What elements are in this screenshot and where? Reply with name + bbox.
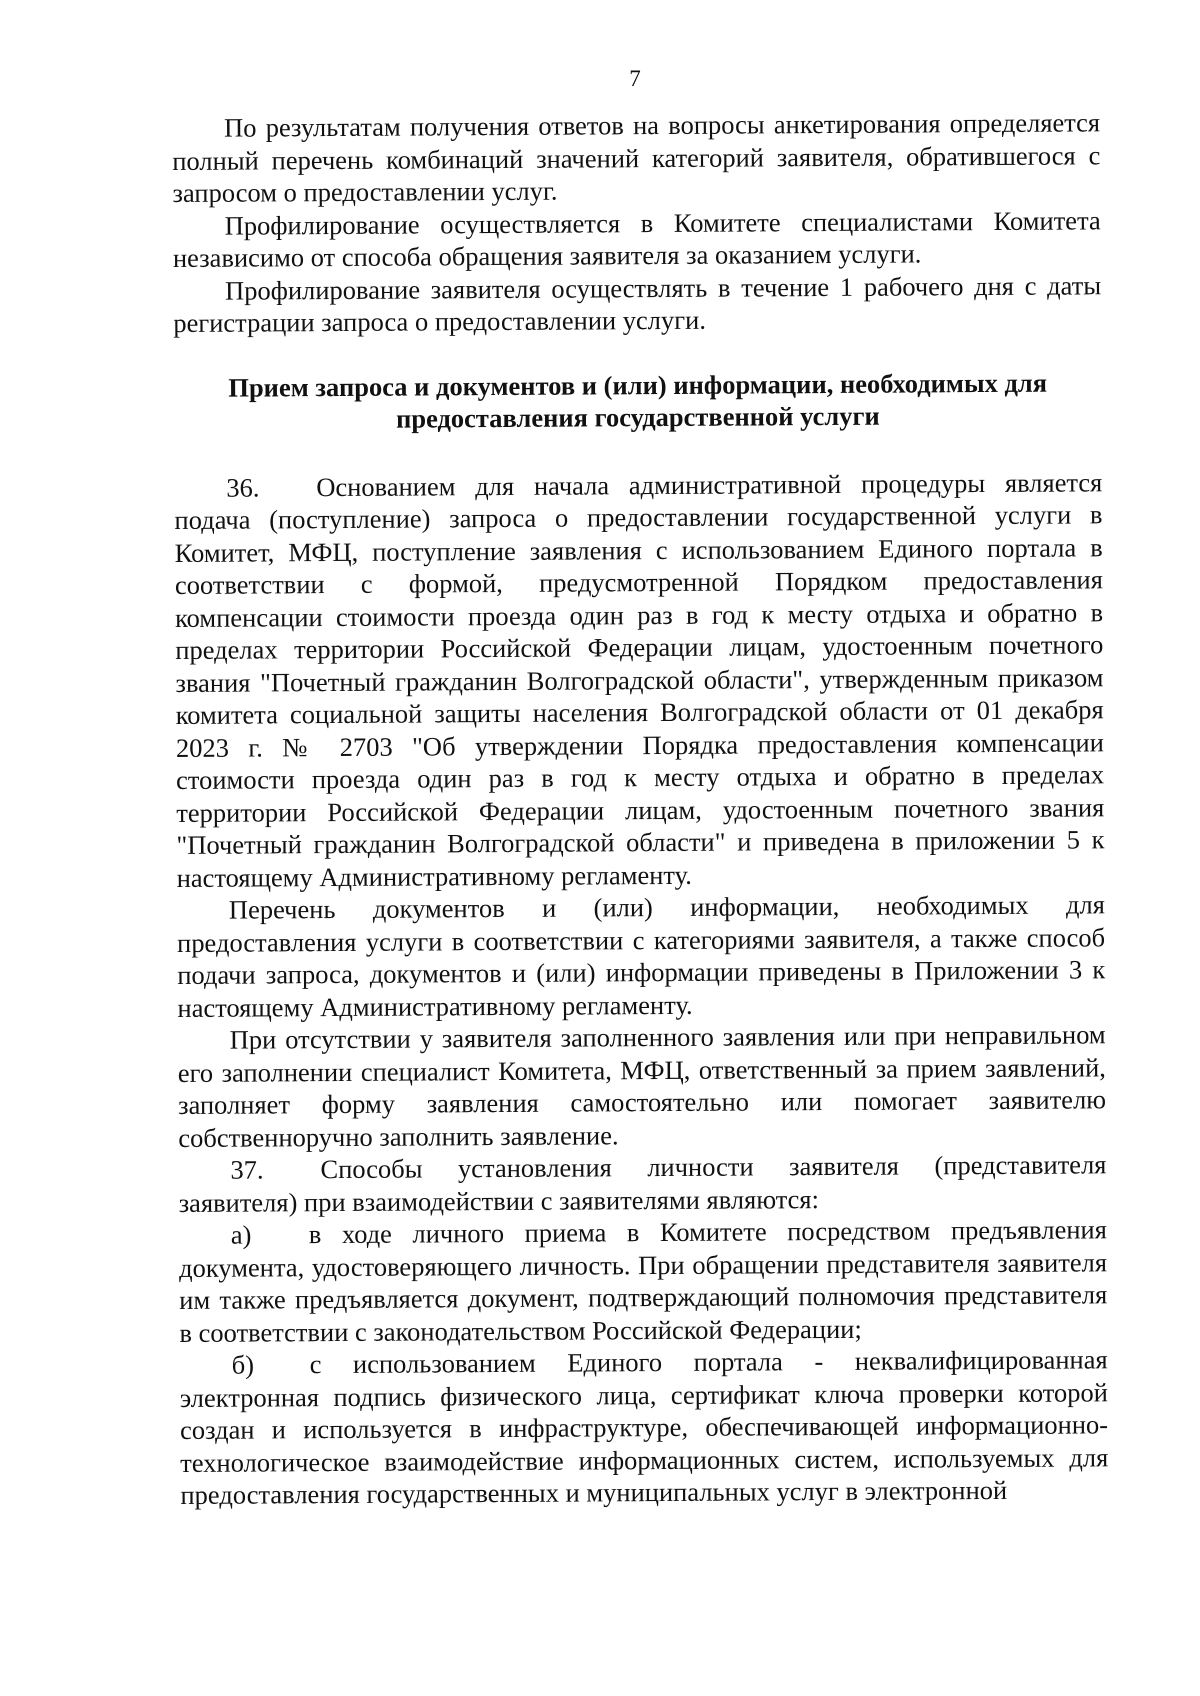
paragraph-questionnaire-results: По результатам получения ответов на вопросы анкетирования определяется полный перечень комбинаций значений категорий заявителя, обратившегося с запросом о предоставлении услуг. — [172, 107, 1101, 208]
clause-37-text: Способы установления личности заявителя (представителя заявителя) при взаимодействии с заявителями являются: — [178, 1149, 1107, 1218]
clause-37 — [178, 1148, 1106, 1219]
clause-37-number: 37. — [230, 1154, 264, 1185]
paragraph-missing-application: При отсутствии у заявителя заполненного заявления или при неправильном его заполнении специалист Комитета, МФЦ, ответственный за прием заявлений, заполняет форму заявления самостоятельно или помогает заявителю собственноручно заполнить заявление. — [177, 1019, 1107, 1153]
subclause-b — [180, 1343, 1109, 1511]
subclause-a-label: а) — [230, 1219, 252, 1250]
paragraph-profiling-location: Профилирование осуществляется в Комитете специалистами Комитета независимо от способа обращения заявителя за оказанием услуги. — [172, 204, 1101, 273]
section-heading-line1: Прием запроса и документов и (или) информации, необходимых для — [228, 367, 1048, 403]
subclause-b-text: с использованием Единого портала - неквалифицированная электронная подпись физического лица, сертификат ключа проверки которой создан и используется в инфраструктуре, обеспечивающей информационно-технологическое взаимодействие информационных систем, используемых для предоставления государственных и муниципальных услуг в электронной — [179, 1344, 1109, 1510]
subclause-a — [179, 1213, 1108, 1349]
subclause-b-label: б) — [231, 1349, 255, 1380]
paragraph-documents-list: Перечень документов и (или) информации, необходимых для предоставления услуги в соответствии с категориями заявителя, а также способ подачи запроса, документов и (или) информации приведены в Приложении 3 к настоящему Административному регламенту. — [176, 889, 1106, 1023]
clause-36 — [174, 466, 1105, 894]
section-heading-line2: предоставления государственной услуги — [395, 400, 880, 434]
paragraph-profiling-deadline: Профилирование заявителя осуществлять в течение 1 рабочего дня с даты регистрации запроса о предоставлении услуги. — [173, 269, 1102, 338]
page-number: 7 — [629, 66, 641, 91]
clause-36-number: 36. — [226, 471, 260, 503]
section-heading — [174, 366, 1102, 436]
subclause-a-text: в ходе личного приема в Комитете посредством предъявления документа, удостоверяющего личность. При обращении представителя заявителя им также предъявляется документ, подтверждающий полномочия представителя в соответствии с законодательством Российской Федерации; — [178, 1214, 1108, 1348]
document-body — [172, 106, 1109, 1511]
clause-36-text: Основанием для начала административной процедуры является подача (поступление) запроса о предоставлении государственной услуги в Комитет, МФЦ, поступление заявления с использованием Единого портала в соответствии с формой, предусмотренной Порядком предоставления компенсации стоимости проезда один раз в год к месту отдыха и обратно в пределах территории Российской Федерации лицам, удостоенным почетного звания "Почетный гражданин Волгоградской области", утвержденным приказом комитета социальной защиты населения Волгоградской области от 01 декабря 2023 г. № 2703 "Об утверждении Порядка предоставления компенсации стоимости проезда один раз в год к месту отдыха и обратно в пределах территории Российской Федерации лицам, удостоенным почетного звания "Почетный гражданин Волгоградской области" и приведена в приложении 5 к настоящему Административному регламенту. — [174, 466, 1105, 893]
